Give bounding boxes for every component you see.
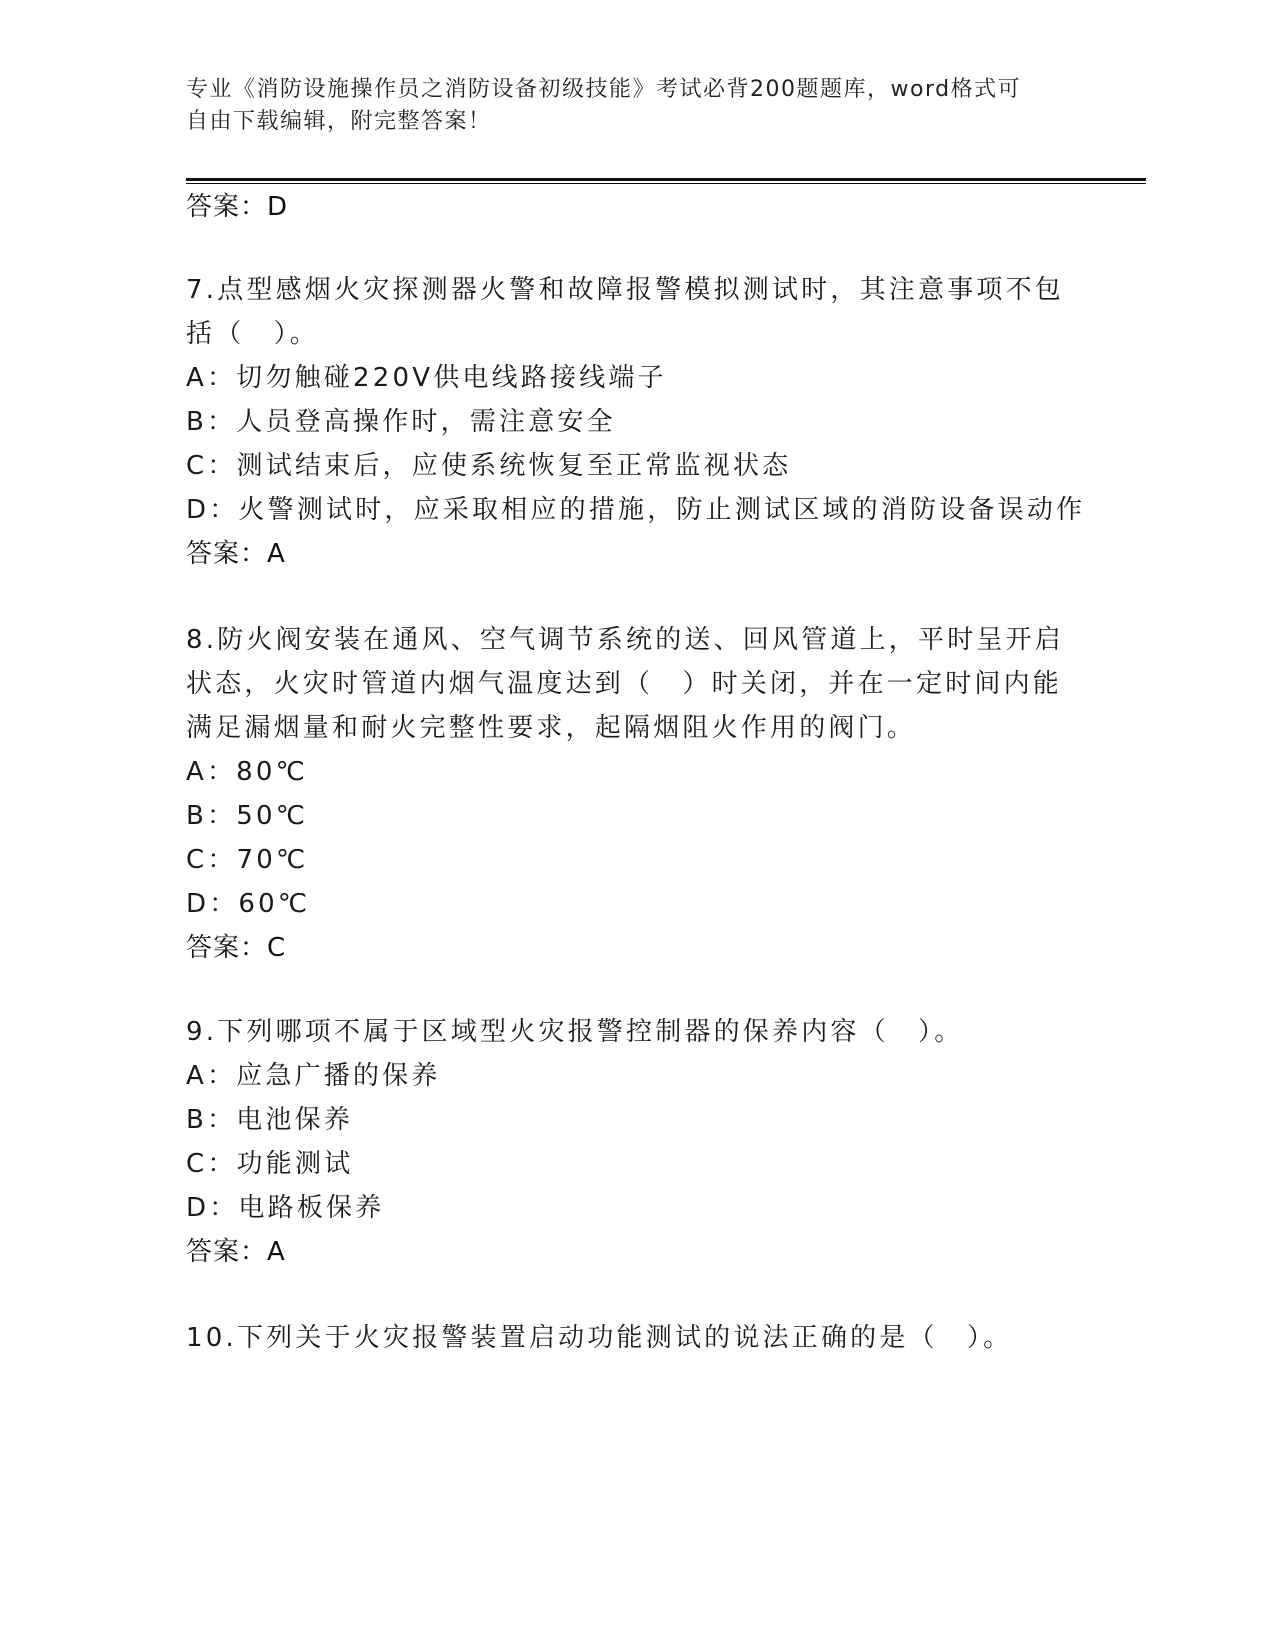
header-line-2: 自由下载编辑，附完整答案！ xyxy=(186,109,492,134)
q7-stem-line-1: 7.点型感烟火灾探测器火警和故障报警模拟测试时，其注意事项不包 xyxy=(186,275,1065,305)
q7-option-d: D：火警测试时，应采取相应的措施，防止测试区域的消防设备误动作 xyxy=(186,495,1086,525)
q7-answer: 答案：A xyxy=(186,539,286,569)
q8-option-b: B：50℃ xyxy=(186,801,309,831)
q9-stem-line-1: 9.下列哪项不属于区域型火灾报警控制器的保养内容（ ）。 xyxy=(186,1017,964,1047)
q7-option-c: C：测试结束后，应使系统恢复至正常监视状态 xyxy=(186,451,792,481)
q7-option-b: B：人员登高操作时，需注意安全 xyxy=(186,407,616,437)
q9-option-c: C：功能测试 xyxy=(186,1149,354,1179)
q10-stem-line-1: 10.下列关于火灾报警装置启动功能测试的说法正确的是（ ）。 xyxy=(186,1323,1013,1353)
q8-stem-line-1: 8.防火阀安装在通风、空气调节系统的送、回风管道上，平时呈开启 xyxy=(186,625,1065,655)
q8-stem-line-3: 满足漏烟量和耐火完整性要求，起隔烟阻火作用的阀门。 xyxy=(186,713,917,743)
q8-option-d: D：60℃ xyxy=(186,889,311,919)
q8-answer: 答案：C xyxy=(186,933,287,963)
q9-option-b: B：电池保养 xyxy=(186,1105,354,1135)
q9-option-a: A：应急广播的保养 xyxy=(186,1061,441,1091)
q9-option-d: D：电路板保养 xyxy=(186,1193,385,1223)
header-rule-thin xyxy=(186,183,1146,184)
document-header xyxy=(186,74,1086,138)
q8-option-c: C：70℃ xyxy=(186,845,309,875)
header-rule-thick xyxy=(186,178,1146,181)
q8-stem-line-2: 状态，火灾时管道内烟气温度达到（ ）时关闭，并在一定时间内能 xyxy=(186,669,1063,699)
q9-answer: 答案：A xyxy=(186,1237,286,1267)
q7-stem-line-2: 括（ ）。 xyxy=(186,319,320,349)
q7-option-a: A：切勿触碰220V供电线路接线端子 xyxy=(186,363,667,393)
header-line-1: 专业《消防设施操作员之消防设备初级技能》考试必背200题题库，word格式可 xyxy=(186,77,1022,102)
answer-prev: 答案：D xyxy=(186,192,289,222)
q8-option-a: A：80℃ xyxy=(186,757,309,787)
